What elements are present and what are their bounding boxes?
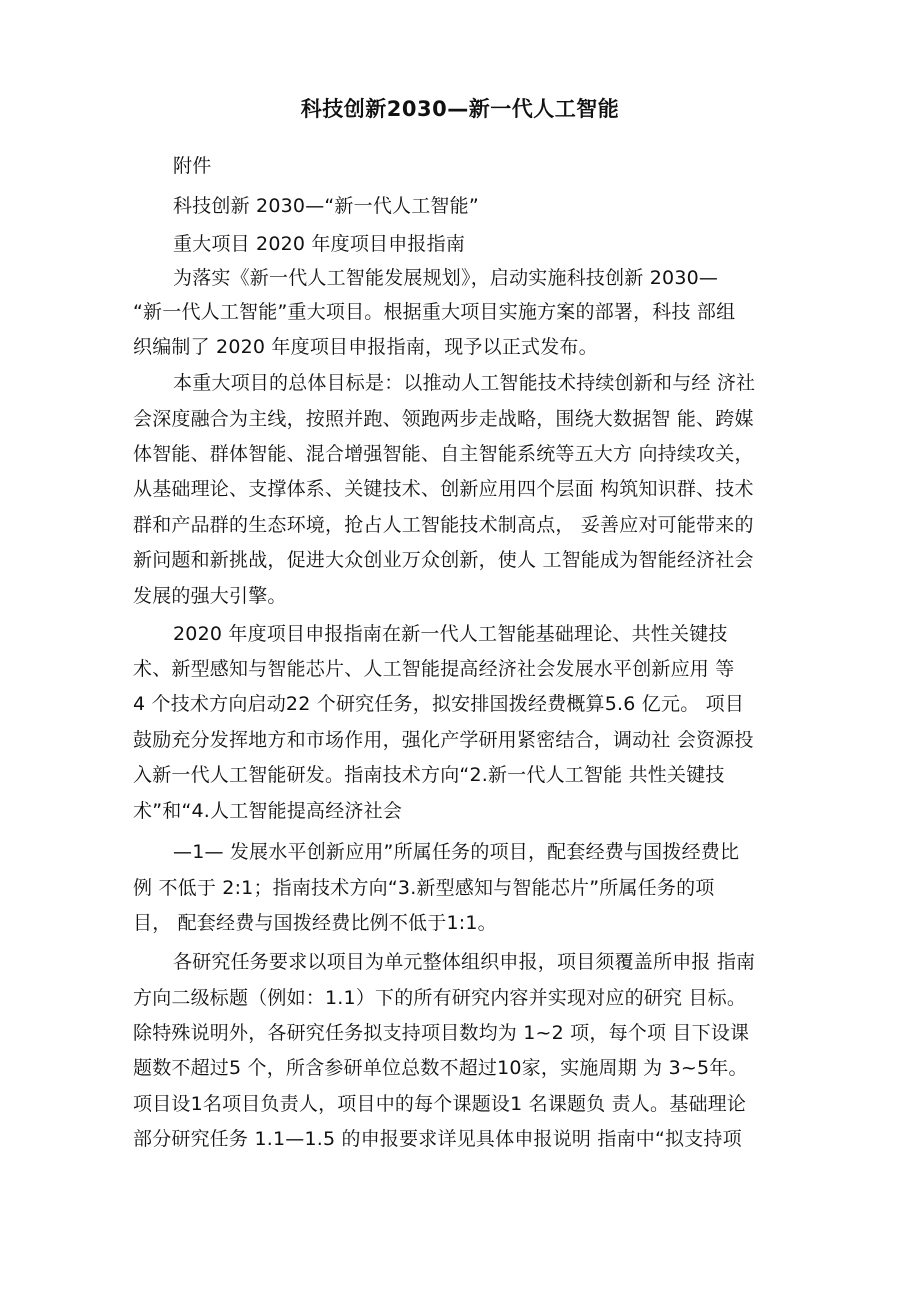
paragraph-line: 新问题和新挑战，促进大众创业万众创新，使人 工智能成为智能经济社会: [133, 549, 754, 571]
paragraph-line: 题数不超过5 个，所含参研单位总数不超过10家，实施周期 为 3~5年。: [133, 1057, 748, 1079]
paragraph-line: 术”和“4.人工智能提高经济社会: [133, 800, 403, 822]
paragraph-line: 本重大项目的总体目标是：以推动人工智能技术持续创新和与经 济社: [173, 372, 756, 394]
paragraph-line: 部分研究任务 1.1—1.5 的申报要求详见具体申报说明 指南中“拟支持项: [133, 1128, 742, 1150]
subtitle-line: 科技创新 2030—“新一代人工智能”: [173, 195, 479, 217]
subtitle-line: 重大项目 2020 年度项目申报指南: [173, 233, 466, 255]
paragraph-line: 发展的强大引擎。: [133, 585, 287, 607]
paragraph-line: “新一代人工智能”重大项目。根据重大项目实施方案的部署，科技 部组: [133, 301, 736, 323]
paragraph-line: 体智能、群体智能、混合增强智能、自主智能系统等五大方 向持续攻关，: [133, 443, 754, 465]
paragraph-line: 目， 配套经费与国拨经费比例不低于1:1。: [133, 912, 497, 934]
paragraph-line: 织编制了 2020 年度项目申报指南，现予以正式发布。: [133, 336, 598, 358]
paragraph-line: 为落实《新一代人工智能发展规划》，启动实施科技创新 2030—: [173, 267, 719, 289]
attachment-label: 附件: [173, 155, 212, 177]
paragraph-line: 4 个技术方向启动22 个研究任务，拟安排国拨经费概算5.6 亿元。 项目: [133, 693, 745, 715]
paragraph-line: 术、新型感知与智能芯片、人工智能提高经济社会发展水平创新应用 等: [133, 658, 735, 680]
paragraph-line: 除特殊说明外，各研究任务拟支持项目数均为 1~2 项，每个项 目下设课: [133, 1022, 750, 1044]
paragraph-line: 群和产品群的生态环境，抢占人工智能技术制高点， 妥善应对可能带来的: [133, 514, 754, 536]
paragraph-line: 入新一代人工智能研发。指南技术方向“2.新一代人工智能 共性关键技: [133, 764, 725, 786]
paragraph-line: 2020 年度项目申报指南在新一代人工智能基础理论、共性关键技: [173, 623, 728, 645]
paragraph-line: 例 不低于 2:1；指南技术方向“3.新型感知与智能芯片”所属任务的项: [133, 877, 715, 899]
paragraph-line: 会深度融合为主线，按照并跑、领跑两步走战略，围绕大数据智 能、跨媒: [133, 408, 754, 430]
paragraph-line: 从基础理论、支撑体系、关键技术、创新应用四个层面 构筑知识群、技术: [133, 478, 754, 500]
paragraph-line: —1— 发展水平创新应用”所属任务的项目，配套经费与国拨经费比: [173, 841, 740, 863]
paragraph-line: 鼓励充分发挥地方和市场作用，强化产学研用紧密结合，调动社 会资源投: [133, 729, 754, 751]
paragraph-line: 各研究任务要求以项目为单元整体组织申报，项目须覆盖所申报 指南: [173, 951, 756, 973]
document-title: 科技创新2030—新一代人工智能: [300, 97, 620, 121]
paragraph-line: 方向二级标题（例如：1.1）下的所有研究内容并实现对应的研究 目标。: [133, 987, 747, 1009]
paragraph-line: 项目设1名项目负责人，项目中的每个课题设1 名课题负 责人。基础理论: [133, 1093, 747, 1115]
